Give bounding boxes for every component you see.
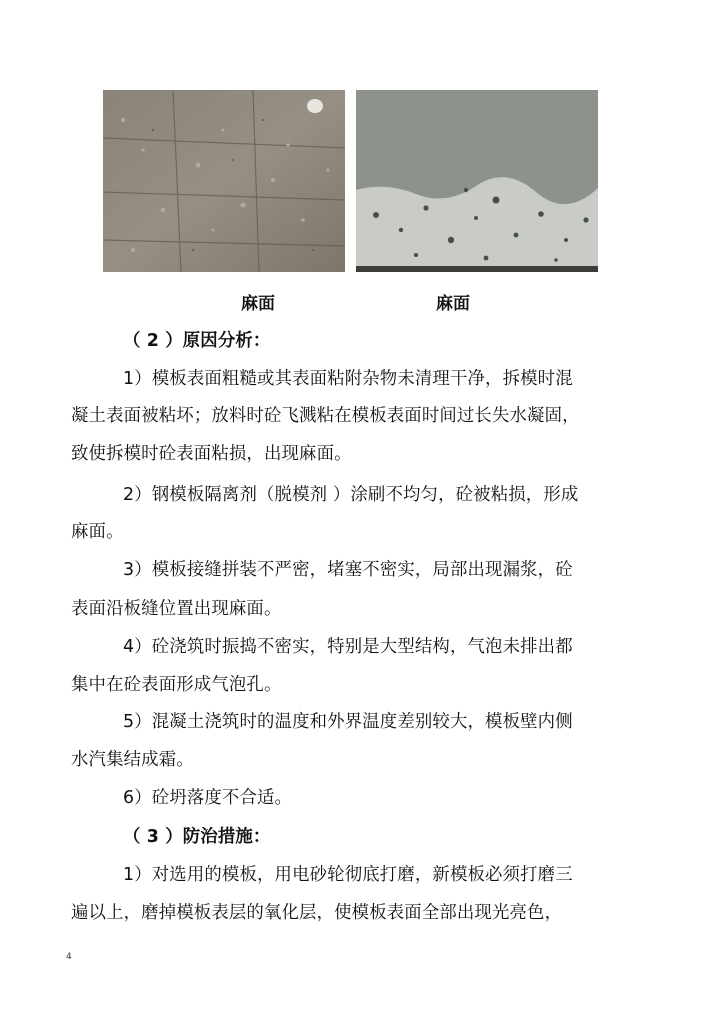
figure-caption-right: 麻面 [436,294,470,314]
paragraph-line: 集中在砼表面形成气泡孔。 [71,675,282,695]
paragraph-line: 1）对选用的模板，用电砂轮彻底打磨，新模板必须打磨三 [123,865,573,885]
paragraph-line: 4）砼浇筑时振捣不密实，特别是大型结构，气泡未排出都 [123,637,573,657]
paragraph-line: 凝土表面被粘坏；放料时砼飞溅粘在模板表面时间过长失水凝固， [71,406,580,426]
figure-caption-left: 麻面 [241,294,275,314]
paragraph-line: 水汽集结成霜。 [71,750,194,770]
section-heading-prevention: （ 3 ）防治措施： [123,827,271,847]
figure-pitted-concrete-photo-right [356,90,598,272]
section-heading-cause-analysis: （ 2 ）原因分析： [123,331,271,351]
paragraph-line: 6）砼坍落度不合适。 [123,788,293,808]
paragraph-line: 2）钢模板隔离剂（脱模剂 ）涂刷不均匀，砼被粘损，形成 [123,485,579,505]
paragraph-line: 麻面。 [71,522,124,542]
paragraph-line: 1）模板表面粗糙或其表面粘附杂物未清理干净，拆模时混 [123,369,573,389]
paragraph-line: 表面沿板缝位置出现麻面。 [71,599,282,619]
page-number: 4 [66,952,72,962]
paragraph-line: 3）模板接缝拼装不严密，堵塞不密实，局部出现漏浆，砼 [123,560,573,580]
concrete-texture-image [356,90,598,272]
paragraph-line: 致使拆模时砼表面粘损，出现麻面。 [71,444,352,464]
figure-pitted-concrete-photo-left [103,90,345,272]
paragraph-line: 5）混凝土浇筑时的温度和外界温度差别较大，模板壁内侧 [123,712,573,732]
concrete-texture-image [103,90,345,272]
paragraph-line: 遍以上，磨掉模板表层的氧化层，使模板表面全部出现光亮色， [71,903,563,923]
